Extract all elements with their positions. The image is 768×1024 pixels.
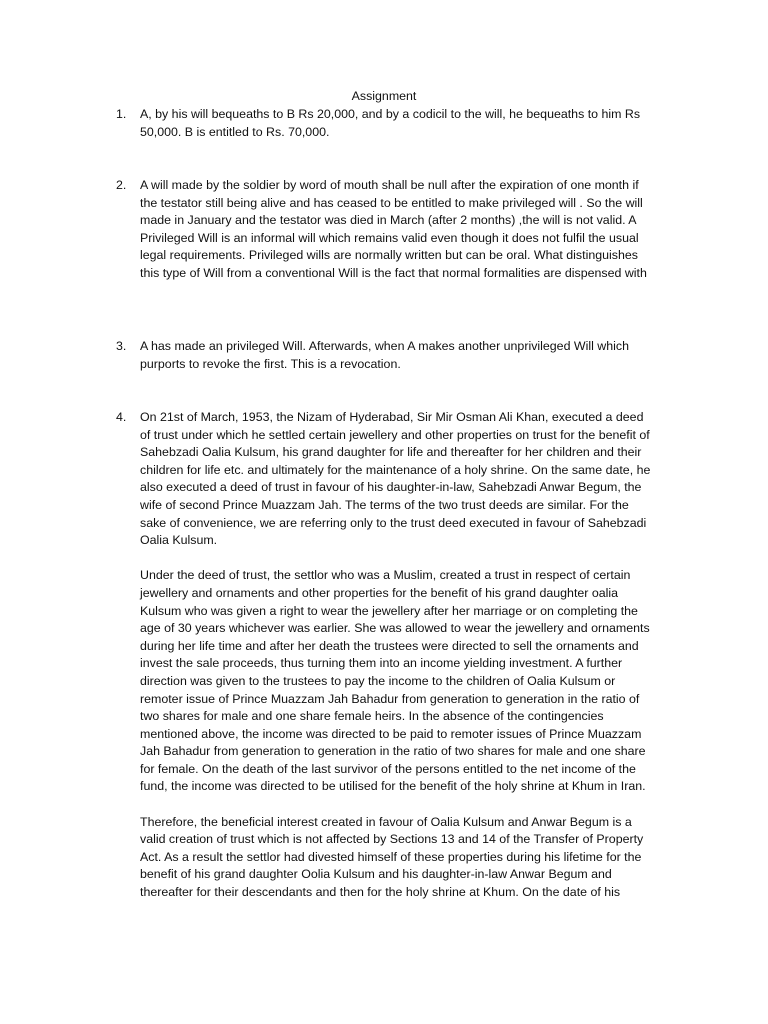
item-number: 1. <box>116 107 127 121</box>
item-number: 4. <box>116 410 127 424</box>
document-title: Assignment <box>351 89 417 103</box>
item-body <box>140 338 656 373</box>
item-body <box>140 409 656 902</box>
paragraph: A will made by the soldier by word of mouth shall be null after the expiration of one month if the testator still being alive and has ceased to be entitled to make privileged will . So the will made in January and the testator was died in March (after 2 months) ,the will is not valid. A Privileged Will is an informal will which remains valid even though it does not fulfil the usual legal requirements. Privileged wills are normally written but can be oral. What distinguishes this type of Will from a conventional Will is the fact that normal formalities are dispensed with <box>140 178 647 280</box>
paragraph: On 21st of March, 1953, the Nizam of Hyderabad, Sir Mir Osman Ali Khan, executed a deed of trust under which he settled certain jewellery and other properties on trust for the benefit of Sahebzadi Oalia Kulsum, his grand daughter for life and thereafter for her children and their children for life etc. and ultimately for the maintenance of a holy shrine. On the same date, he also executed a deed of trust in favour of his daughter-in-law, Sahebzadi Anwar Begum, the wife of second Prince Muazzam Jah. The terms of the two trust deeds are similar. For the sake of convenience, we are referring only to the trust deed executed in favour of Sahebzadi Oalia Kulsum. <box>140 410 651 548</box>
item-number: 2. <box>116 178 127 192</box>
list-item-2 <box>116 177 656 283</box>
paragraph: Under the deed of trust, the settlor who was a Muslim, created a trust in respect of certain jewellery and ornaments and other properties for the benefit of his grand daughter oalia Kulsum who was given a right to wear the jewellery after her marriage or on completing the age of 30 years whichever was earlier. She was allowed to wear the jewellery and ornaments during her life time and after her death the trustees were directed to sell the ornaments and invest the sale proceeds, thus turning them into an income yielding investment. A further direction was given to the trustees to pay the income to the children of Oalia Kulsum or remoter issue of Prince Muazzam Jah Bahadur from generation to generation in the ratio of two shares for male and one share female heirs. In the absence of the contingencies mentioned above, the income was directed to be paid to remoter issues of Prince Muazzam Jah Bahadur from generation to generation in the ratio of two shares for male and one share for female. On the death of the last survivor of the persons entitled to the net income of the fund, the income was directed to be utilised for the benefit of the holy shrine at Khum in Iran. <box>140 568 650 794</box>
paragraph: A has made an privileged Will. Afterwards, when A makes another unprivileged Will which purports to revoke the first. This is a revocation. <box>140 339 629 371</box>
list-item-1 <box>116 106 656 141</box>
paragraph: Therefore, the beneficial interest created in favour of Oalia Kulsum and Anwar Begum is a valid creation of trust which is not affected by Sections 13 and 14 of the Transfer of Property Act. As a result the settlor had divested himself of these properties during his lifetime for the benefit of his grand daughter Oolia Kulsum and his daughter-in-law Anwar Begum and thereafter for their descendants and then for the holy shrine at Khum. On the date of his <box>140 814 644 900</box>
item-body <box>140 177 656 283</box>
list-item-3 <box>116 338 656 373</box>
item-body <box>140 106 656 141</box>
list-item-4 <box>116 409 656 902</box>
paragraph: A, by his will bequeaths to B Rs 20,000, and by a codicil to the will, he bequeaths to him Rs 50,000. B is entitled to Rs. 70,000. <box>140 107 641 139</box>
item-number: 3. <box>116 339 127 353</box>
